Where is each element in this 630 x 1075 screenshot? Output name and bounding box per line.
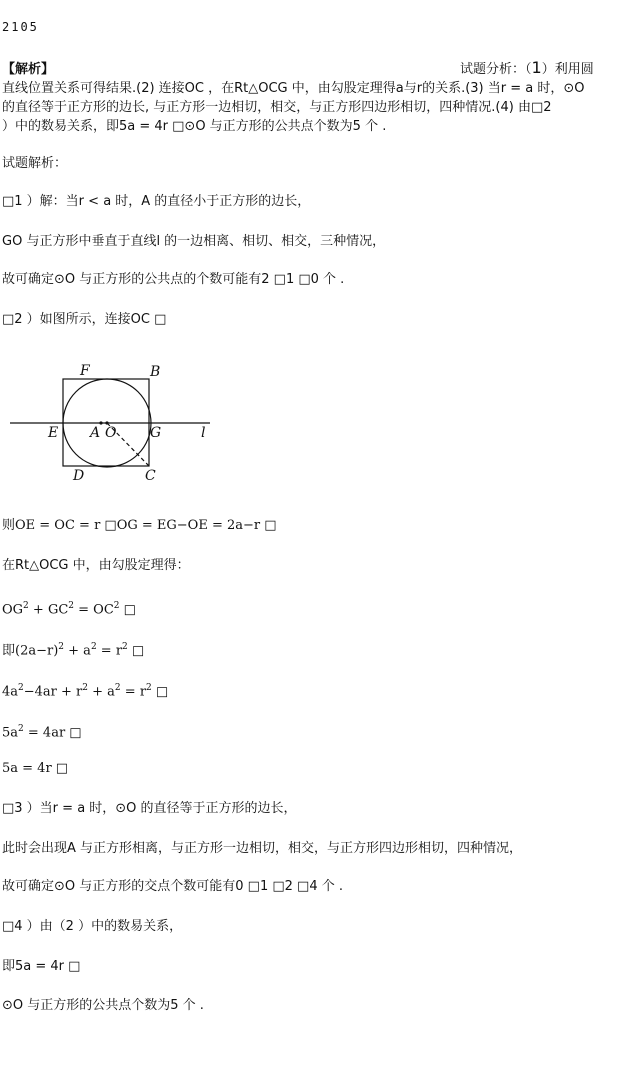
part2-line-3: 在Rt△OCG 中，由勾股定理得： [2,558,190,573]
analysis-line-1: 直线位置关系可得结果.(2) 连接OC ，在Rt△OCG 中，由勾股定理得a与r的关系.(3) 当r = a 时，⊙O [2,81,585,96]
label-l: l [201,425,206,441]
part4-line-2: 即5a = 4r □ [2,959,81,974]
part1-line-2: GO 与正方形中垂直于直线l 的一边相离、相切、相交，三种情况， [2,234,386,249]
doc-id: 2105 [2,20,39,34]
part3-line-2: 此时会出现A 与正方形相离，与正方形一边相切，相交，与正方形四边形相切，四种情况， [2,841,523,856]
equation-5: 5a = 4r □ [2,761,69,776]
geometry-figure [0,355,220,490]
part2-line-1: □2 ）如图所示，连接OC □ [2,312,167,327]
equation-2: 即$(2a-r)^2 + a^2 = r^2$ □ [2,642,145,659]
analysis-line-3: ）中的数易关系，即5a = 4r □⊙O 与正方形的公共点个数为5 个 . [2,119,387,134]
label-o: O [105,425,117,441]
equation-3: $4a^2-4ar + r^2 + a^2 = r^2$ □ [2,683,169,700]
part1-line-3: 故可确定⊙O 与正方形的公共点的个数可能有2 □1 □0 个 . [2,272,345,287]
analysis-title [460,58,594,77]
part4-line-3: ⊙O 与正方形的公共点个数为5 个 . [2,998,204,1013]
label-d: D [73,468,85,484]
analysis-heading: 【解析】 [2,62,55,77]
analysis-title-prefix: 试题分析：（ [460,62,532,77]
label-b: B [150,364,161,380]
part3-line-1: □3 ）当r = a 时，⊙O 的直径等于正方形的边长， [2,801,297,816]
part1-line-1: □1 ）解：当r < a 时，A 的直径小于正方形的边长， [2,194,311,209]
label-f: F [80,363,90,379]
analysis-title-suffix: ）利用圆 [541,62,594,77]
label-a: A [90,425,101,441]
label-e: E [48,425,59,441]
analysis-line-2: 的直径等于正方形的边长, 与正方形一边相切，相交，与正方形四边形相切，四种情况.(4) 由□2 [2,100,552,115]
label-c: C [145,468,156,484]
equation-4: $5a^2 = 4ar$ □ [2,724,82,741]
part2-line-2: 则OE = OC = r □OG = EG−OE = 2a−r □ [2,518,277,533]
part4-line-1: □4 ）由（2 ）中的数易关系， [2,919,183,934]
analysis-title-num: 1 [531,58,542,77]
part3-line-3: 故可确定⊙O 与正方形的交点个数可能有0 □1 □2 □4 个 . [2,879,343,894]
label-g: G [150,425,162,441]
equation-1: $OG^2 + GC^2 = OC^2$ □ [2,601,136,618]
solution-title: 试题解析： [2,156,68,171]
